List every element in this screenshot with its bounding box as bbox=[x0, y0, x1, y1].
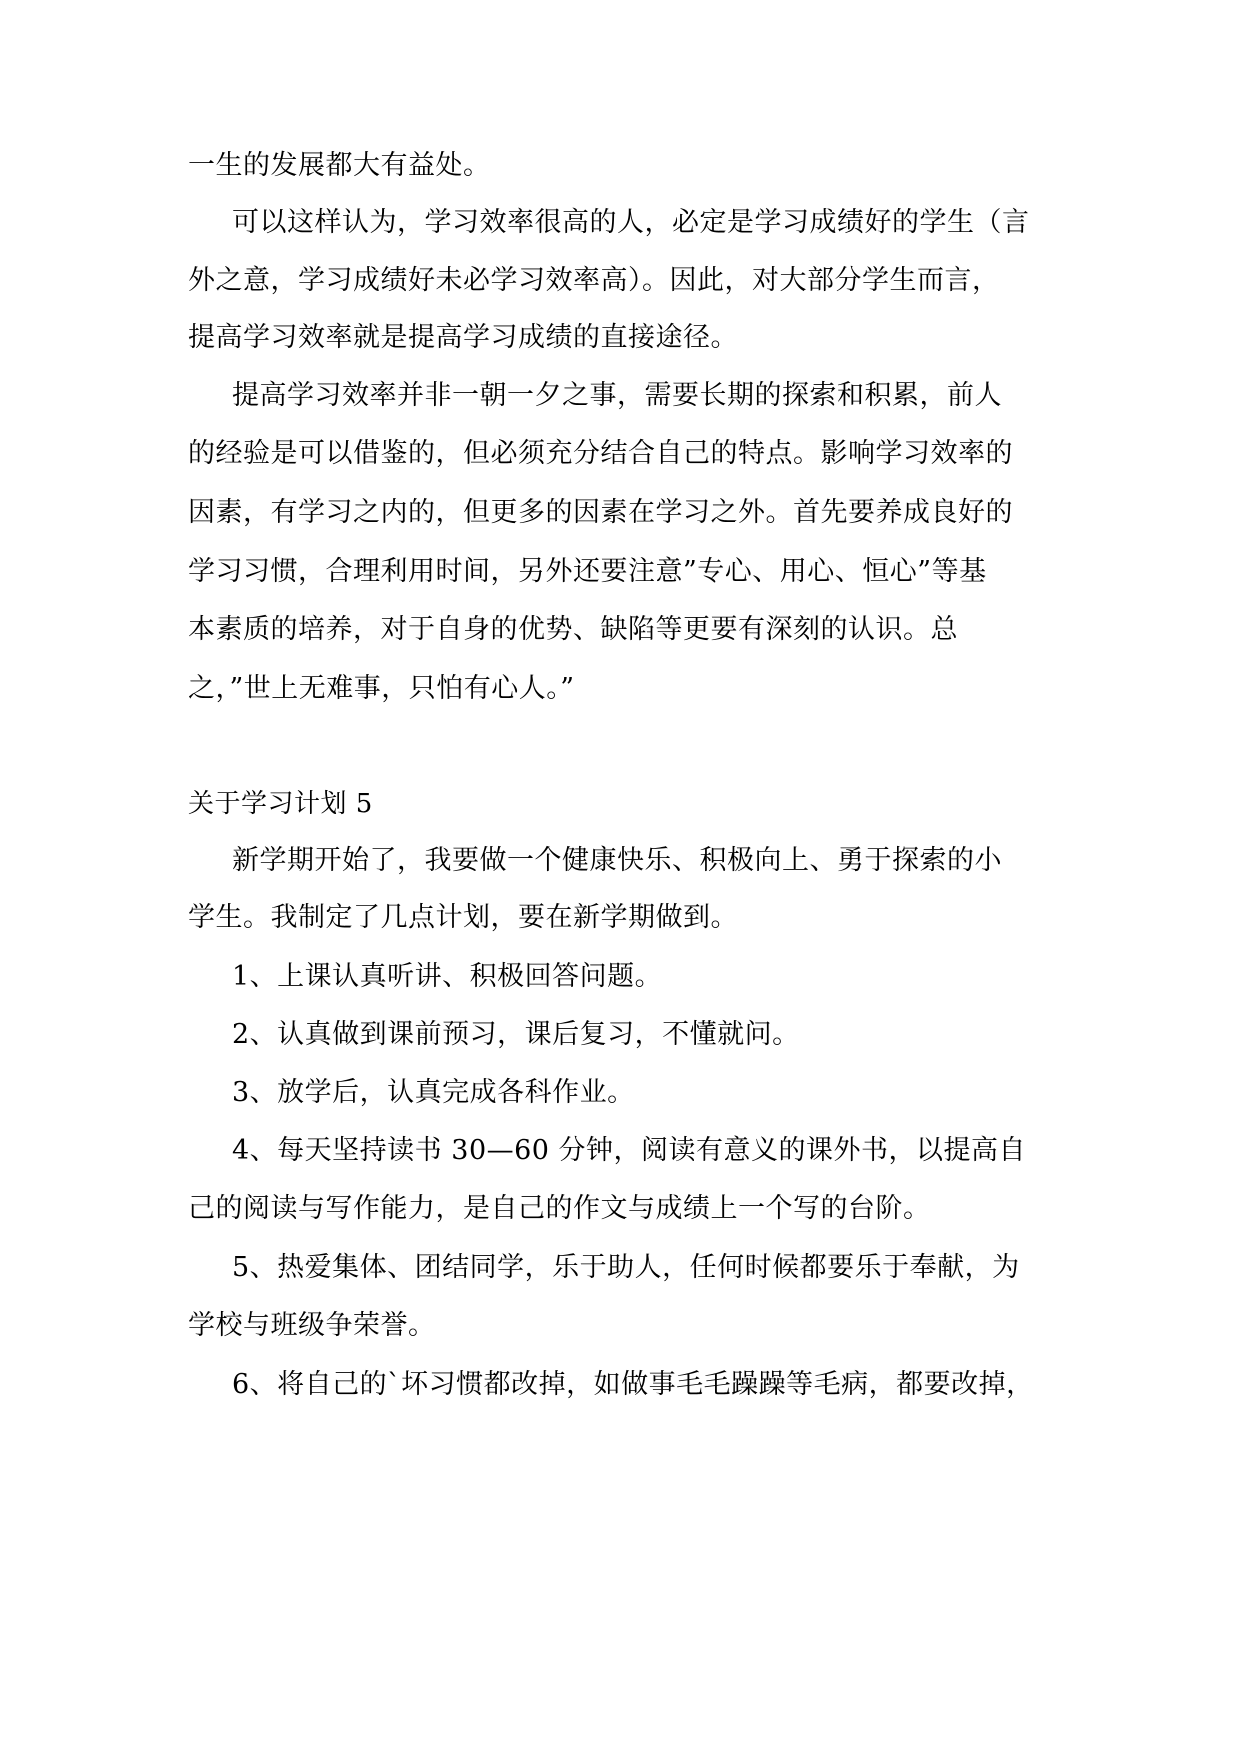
paragraph-2-line-1: 可以这样认为，学习效率很高的人，必定是学习成绩好的学生（言 bbox=[232, 207, 1030, 238]
paragraph-2-line-2: 外之意，学习成绩好未必学习效率高）。因此，对大部分学生而言， bbox=[188, 265, 1000, 296]
list-item-1: 1、上课认真听讲、积极回答问题。 bbox=[232, 961, 663, 992]
paragraph-3-line-1: 提高学习效率并非一朝一夕之事，需要长期的探索和积累，前人 bbox=[232, 380, 1002, 411]
paragraph-3-line-4: 学习习惯，合理利用时间，另外还要注意”专心、用心、恒心”等基 bbox=[188, 556, 987, 587]
list-item-2: 2、认真做到课前预习，课后复习，不懂就问。 bbox=[232, 1019, 800, 1050]
paragraph-3-line-5: 本素质的培养，对于自身的优势、缺陷等更要有深刻的认识。总 bbox=[188, 614, 958, 645]
paragraph-3-line-2: 的经验是可以借鉴的，但必须充分结合自己的特点。影响学习效率的 bbox=[188, 438, 1013, 469]
paragraph-3-line-6: 之，”世上无难事，只怕有心人。” bbox=[188, 673, 575, 704]
paragraph-3-line-3: 因素，有学习之内的，但更多的因素在学习之外。首先要养成良好的 bbox=[188, 497, 1013, 528]
list-item-5-line-1: 5、热爱集体、团结同学，乐于助人，任何时候都要乐于奉献，为 bbox=[232, 1252, 1020, 1283]
paragraph-2-line-3: 提高学习效率就是提高学习成绩的直接途径。 bbox=[188, 322, 738, 353]
list-item-4-line-1: 4、每天坚持读书 30—60 分钟，阅读有意义的课外书，以提高自 bbox=[232, 1135, 1027, 1166]
list-item-6: 6、将自己的`坏习惯都改掉，如做事毛毛躁躁等毛病，都要改掉， bbox=[232, 1369, 1034, 1400]
list-item-5-line-2: 学校与班级争荣誉。 bbox=[188, 1310, 436, 1341]
paragraph-1-line-1: 一生的发展都大有益处。 bbox=[188, 150, 491, 181]
paragraph-4-line-1: 新学期开始了，我要做一个健康快乐、积极向上、勇于探索的小 bbox=[232, 845, 1002, 876]
section-heading: 关于学习计划 5 bbox=[188, 789, 373, 819]
list-item-4-line-2: 己的阅读与写作能力，是自己的作文与成绩上一个写的台阶。 bbox=[188, 1193, 931, 1224]
paragraph-4-line-2: 学生。我制定了几点计划，要在新学期做到。 bbox=[188, 902, 738, 933]
list-item-3: 3、放学后，认真完成各科作业。 bbox=[232, 1077, 635, 1108]
